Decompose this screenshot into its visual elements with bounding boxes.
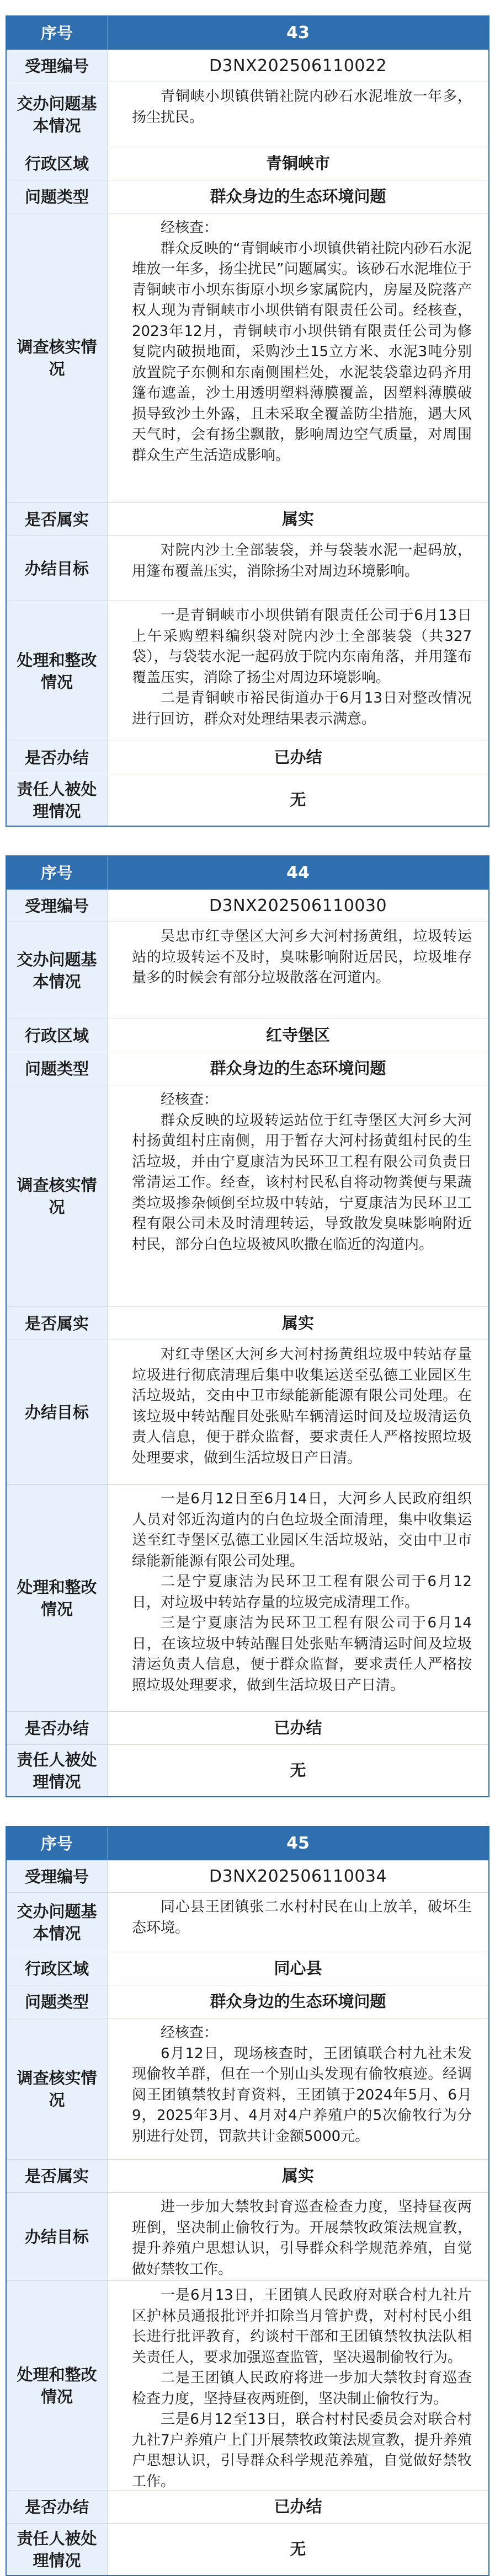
type-row <box>7 180 488 213</box>
issue-value <box>108 922 488 1019</box>
record-table <box>6 15 489 827</box>
goal-row <box>7 1340 488 1484</box>
goal-row <box>7 2192 488 2280</box>
record-gap <box>0 827 495 855</box>
goal-para: 对院内沙土全部装袋，并与袋装水泥一起码放，用篷布覆盖压实，消除扬尘对周边环境影响。 <box>132 542 472 580</box>
done-value: 已办结 <box>274 1718 322 1737</box>
verify-para: 群众反映的垃圾转运站位于红寺堡区大河乡大河村扬黄组村庄南侧，用于暂存大河村扬黄组村民的生活垃圾，并由宁夏康洁为民环卫工程有限公司负责日常清运工作。经查，该村村民私自将动物粪便与果蔬类垃圾掺杂倾倒至垃圾中转站，宁夏康洁为民环卫工程有限公司未及时清理转运，导致散发臭味影响附近村民，部分白色垃圾被风吹撒在临近的沟道内。 <box>132 1112 472 1253</box>
issue-value <box>108 1893 488 1952</box>
handle-label: 处理和整改情况 <box>7 601 108 741</box>
type-row <box>7 1985 488 2018</box>
code-label: 受理编号 <box>7 890 108 922</box>
code-row <box>7 890 488 922</box>
handle-para: 二是宁夏康洁为民环卫工程有限公司于6月12日，对垃圾中转站存量的垃圾完成清理工作。 <box>132 1573 472 1611</box>
issue-text: 同心县王团镇张二水村村民在山上放羊，破坏生态环境。 <box>132 1899 472 1936</box>
region-value: 青铜峡市 <box>265 153 330 173</box>
done-row <box>7 1711 488 1744</box>
issue-row <box>7 922 488 1019</box>
issue-text: 吴忠市红寺堡区大河乡大河村扬黄组，垃圾转运站的垃圾转运不及时，臭味影响附近居民，垃圾堆存量多的时候会有部分垃圾散落在河道内。 <box>132 928 472 986</box>
code-value: D3NX202506110030 <box>209 896 387 915</box>
resp-row <box>7 1744 488 1796</box>
code-value: D3NX202506110022 <box>209 56 387 76</box>
seq-label: 序号 <box>7 856 108 890</box>
verify-para: 经核查： <box>161 2025 219 2041</box>
verify-para: 群众反映的“青铜峡市小坝镇供销社院内砂石水泥堆放一年多，扬尘扰民”问题属实。该砂石水泥堆位于青铜峡市小坝东街原小坝乡家属院内，房屋及院落产权人现为青铜峡市小坝供销有限责任公司。经核查，2023年12月，青铜峡市小坝供销有限责任公司为修复院内破损地面，采购沙土15立方米、水泥3吨分别放置院子东侧和东南侧围栏处，水泥装袋靠边码齐用篷布遮盖，沙土用透明塑料薄膜覆盖，因塑料薄膜破损导致沙土外露，且未采取全覆盖防尘措施，遇大风天气时，会有扬尘飘散，影响周边空气质量，对周围群众生产生活造成影响。 <box>132 240 472 464</box>
resp-value: 无 <box>290 790 306 809</box>
handle-para: 一是6月12日至6月14日，大河乡人民政府组织人员对邻近沟道内的白色垃圾全面清理，集中收集运送至红寺堡区弘德工业园区生活垃圾站，交由中卫市绿能新能源有限公司处理。 <box>132 1491 472 1570</box>
handle-value <box>108 601 488 741</box>
resp-row <box>7 2523 488 2575</box>
is-true-label: 是否属实 <box>7 2160 108 2192</box>
region-value: 红寺堡区 <box>265 1025 330 1045</box>
type-row <box>7 1052 488 1085</box>
verify-row <box>7 2018 488 2159</box>
handle-label: 处理和整改情况 <box>7 2281 108 2490</box>
seq-value: 44 <box>108 856 488 890</box>
seq-row <box>7 17 488 50</box>
handle-row <box>7 2280 488 2490</box>
code-row <box>7 1860 488 1892</box>
goal-row <box>7 535 488 601</box>
verify-row <box>7 213 488 502</box>
resp-label: 责任人被处理情况 <box>7 1745 108 1796</box>
done-row <box>7 741 488 774</box>
is-true-label: 是否属实 <box>7 1307 108 1340</box>
is-true-label: 是否属实 <box>7 503 108 535</box>
goal-value <box>108 2193 488 2280</box>
verify-label: 调查核实情况 <box>7 2018 108 2159</box>
resp-value: 无 <box>290 1760 306 1780</box>
handle-row <box>7 1484 488 1711</box>
seq-value: 45 <box>108 1827 488 1860</box>
done-label: 是否办结 <box>7 2491 108 2523</box>
type-value: 群众身边的生态环境问题 <box>210 1058 386 1078</box>
issue-label: 交办问题基本情况 <box>7 82 108 147</box>
issue-row <box>7 82 488 147</box>
issue-label: 交办问题基本情况 <box>7 1893 108 1952</box>
verify-para: 6月12日，现场核查时，王团镇联合村九社未发现偷牧羊群，但在一个别山头发现有偷牧痕迹。经调阅王团镇禁牧封育资料，王团镇于2024年5月、6月9，2025年3月、4月对4户养殖户的5次偷牧行为分别进行处罚，罚款共计金额5000元。 <box>132 2045 472 2145</box>
handle-para: 一是青铜峡市小坝供销有限责任公司于6月13日上午采购塑料编织袋对院内沙土全部装袋（共327袋），与袋装水泥一起码放于院内东南角落，并用篷布覆盖压实，消除了扬尘对周边环境影响。 <box>132 607 472 686</box>
issue-row <box>7 1892 488 1952</box>
records-list <box>0 15 495 2576</box>
region-label: 行政区域 <box>7 147 108 180</box>
goal-value <box>108 1340 488 1484</box>
record-table <box>6 1826 489 2576</box>
issue-label: 交办问题基本情况 <box>7 922 108 1019</box>
region-value: 同心县 <box>274 1958 322 1978</box>
is-true-row <box>7 2159 488 2192</box>
seq-label: 序号 <box>7 17 108 50</box>
goal-para: 进一步加大禁牧封育巡查检查力度，坚持昼夜两班倒，坚决制止偷牧行为。开展禁牧政策法规宣教，提升养殖户思想认识，引导群众科学规范养殖，自觉做好禁牧工作。 <box>132 2199 472 2278</box>
code-value: D3NX202506110034 <box>209 1866 387 1886</box>
verify-para: 经核查： <box>161 1091 219 1108</box>
page-top-spacer <box>0 0 495 15</box>
type-label: 问题类型 <box>7 180 108 213</box>
verify-label: 调查核实情况 <box>7 213 108 502</box>
is-true-value: 属实 <box>281 509 314 528</box>
goal-value <box>108 536 488 601</box>
code-row <box>7 50 488 82</box>
code-label: 受理编号 <box>7 50 108 82</box>
done-value: 已办结 <box>274 747 322 767</box>
handle-value <box>108 2281 488 2490</box>
goal-label: 办结目标 <box>7 1340 108 1484</box>
region-label: 行政区域 <box>7 1952 108 1985</box>
handle-para: 二是青铜峡市裕民街道办于6月13日对整改情况进行回访，群众对处理结果表示满意。 <box>132 690 472 727</box>
goal-label: 办结目标 <box>7 536 108 601</box>
seq-row <box>7 856 488 890</box>
goal-para: 对红寺堡区大河乡大河村扬黄组垃圾中转站存量垃圾进行彻底清理后集中收集运送至弘德工业园区生活垃圾站，交由中卫市绿能新能源有限公司处理。在该垃圾中转站醒目处张贴车辆清运时间及垃圾清运负责人信息，便于群众监督，要求责任人严格按照垃圾处理要求，做到生活垃圾日产日清。 <box>132 1346 472 1466</box>
is-true-row <box>7 502 488 535</box>
handle-value <box>108 1485 488 1711</box>
verify-label: 调查核实情况 <box>7 1085 108 1306</box>
done-label: 是否办结 <box>7 741 108 774</box>
region-row <box>7 147 488 180</box>
goal-label: 办结目标 <box>7 2193 108 2280</box>
type-value: 群众身边的生态环境问题 <box>210 1991 386 2011</box>
region-label: 行政区域 <box>7 1019 108 1052</box>
done-label: 是否办结 <box>7 1712 108 1744</box>
done-row <box>7 2490 488 2523</box>
resp-label: 责任人被处理情况 <box>7 774 108 826</box>
is-true-row <box>7 1306 488 1340</box>
verify-row <box>7 1085 488 1306</box>
handle-row <box>7 601 488 741</box>
handle-para: 二是王团镇人民政府将进一步加大禁牧封育巡查检查力度，坚持昼夜两班倒，坚决制止偷牧行为。 <box>132 2370 472 2407</box>
handle-para: 三是6月12至13日，联合村村民委员会对联合村九社7户养殖户上门开展禁牧政策法规宣教，提升养殖户思想认识，引导群众科学规范养殖，自觉做好禁牧工作。 <box>132 2411 472 2490</box>
record-table <box>6 855 489 1797</box>
type-label: 问题类型 <box>7 1985 108 2018</box>
seq-label: 序号 <box>7 1827 108 1860</box>
region-row <box>7 1019 488 1052</box>
is-true-value: 属实 <box>281 2166 314 2185</box>
verify-value <box>108 213 488 502</box>
handle-para: 三是宁夏康洁为民环卫工程有限公司于6月14日，在该垃圾中转站醒目处张贴车辆清运时间及垃圾清运负责人信息，便于群众监督，要求责任人严格按照垃圾处理要求，做到生活垃圾日产日清。 <box>132 1615 472 1694</box>
code-label: 受理编号 <box>7 1861 108 1892</box>
is-true-value: 属实 <box>281 1313 314 1332</box>
record-gap <box>0 1797 495 1826</box>
resp-label: 责任人被处理情况 <box>7 2524 108 2575</box>
done-value: 已办结 <box>274 2497 322 2516</box>
handle-para: 一是6月13日，王团镇人民政府对联合村九社片区护林员通报批评并扣除当月管护费，对村村民小组长进行批评教育，约谈村干部和王团镇禁牧执法队相关责任人，要求加强巡查监管，坚决遏制偷牧行为。 <box>132 2287 472 2366</box>
issue-value <box>108 82 488 147</box>
seq-row <box>7 1827 488 1860</box>
resp-value: 无 <box>290 2539 306 2558</box>
type-label: 问题类型 <box>7 1052 108 1085</box>
issue-text: 青铜峡小坝镇供销社院内砂石水泥堆放一年多，扬尘扰民。 <box>132 88 472 126</box>
verify-value <box>108 2018 488 2159</box>
handle-label: 处理和整改情况 <box>7 1485 108 1711</box>
resp-row <box>7 774 488 826</box>
seq-value: 43 <box>108 17 488 50</box>
verify-value <box>108 1085 488 1306</box>
verify-para: 经核查： <box>161 219 219 236</box>
type-value: 群众身边的生态环境问题 <box>210 186 386 206</box>
region-row <box>7 1952 488 1985</box>
